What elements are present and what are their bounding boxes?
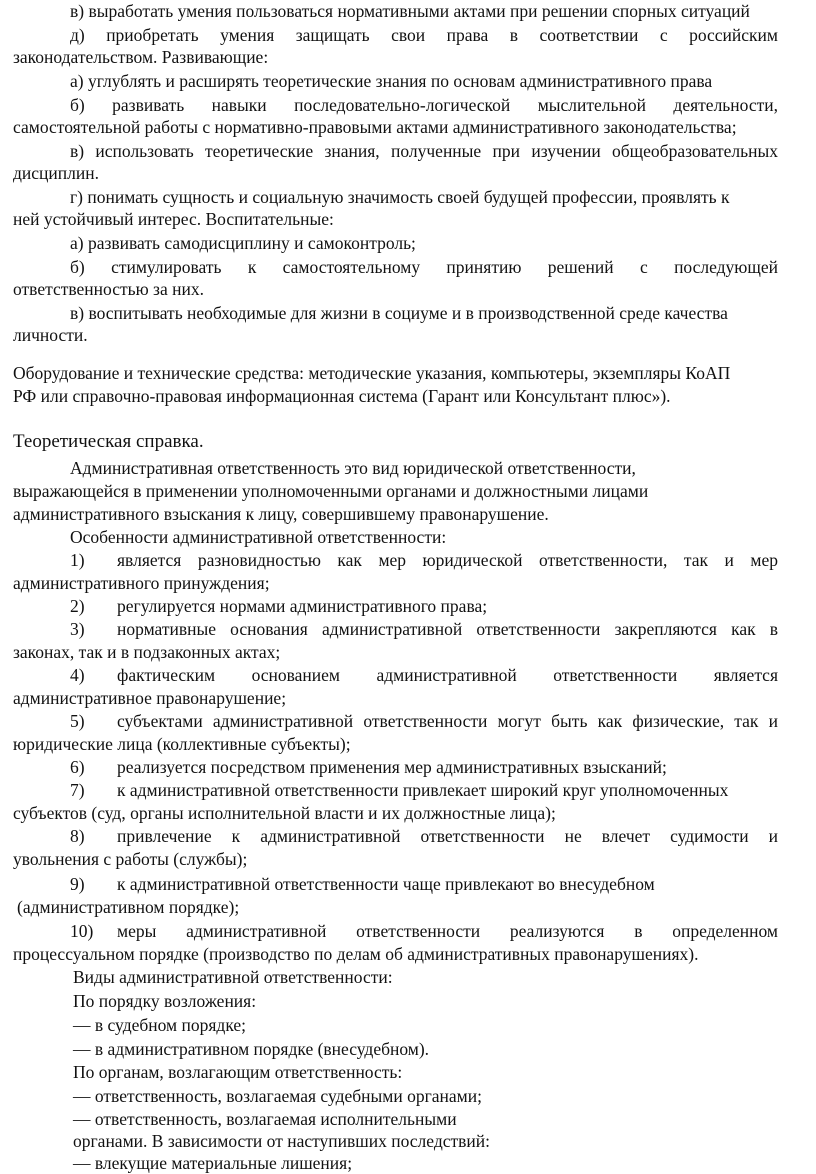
goal-line: г) понимать сущность и социальную значимость своей будущей профессии, проявлять к (70, 187, 730, 207)
goal-line: а) развивать самодисциплину и самоконтроль; (70, 233, 416, 253)
feature-number: 4) (70, 665, 85, 685)
goal-line: б) стимулировать к самостоятельному принятию решений с последующей (70, 257, 778, 277)
feature-number: 8) (70, 826, 85, 846)
goal-line: законодательством. Развивающие: (13, 47, 269, 67)
feature-number: 5) (70, 711, 85, 731)
theory-line: выражающейся в применении уполномоченными органами и должностными лицами (13, 481, 649, 501)
kinds-line: — влекущие материальные лишения; (73, 1153, 353, 1173)
feature-number: 2) (70, 596, 85, 616)
feature-text-cont: законах, так и в подзаконных актах; (13, 642, 281, 662)
feature-text: к административной ответственности привлекает широкий круг уполномоченных (117, 780, 729, 800)
theory-line: Административная ответственность это вид юридической ответственности, (70, 458, 636, 478)
goal-line: ней устойчивый интерес. Воспитательные: (13, 209, 334, 229)
feature-text: к административной ответственности чаще привлекают во внесудебном (117, 874, 655, 894)
kinds-line: органами. В зависимости от наступивших последствий: (73, 1131, 491, 1151)
kinds-line: — в административном порядке (внесудебном). (73, 1039, 430, 1059)
goal-line: б) развивать навыки последовательно-логической мыслительной деятельности, (70, 95, 778, 115)
section-heading: Теоретическая справка. (13, 431, 204, 452)
features-heading: Особенности административной ответственности: (70, 527, 447, 547)
feature-text: привлечение к административной ответственности не влечет судимости и (117, 826, 778, 846)
feature-text: субъектами административной ответственности могут быть как физические, так и (117, 711, 778, 731)
kinds-line: — ответственность, возлагаемая исполнительными (73, 1109, 457, 1129)
feature-number: 6) (70, 757, 85, 777)
goal-line: в) выработать умения пользоваться нормативными актами при решении спорных ситуаций (70, 1, 750, 21)
feature-number: 3) (70, 619, 85, 639)
feature-text-cont: административного принуждения; (13, 573, 270, 593)
goal-line: личности. (13, 325, 88, 345)
feature-number: 10) (70, 921, 94, 941)
feature-number: 1) (70, 550, 85, 570)
feature-text: фактическим основанием административной ответственности является (117, 665, 778, 685)
kinds-line: По органам, возлагающим ответственность: (73, 1062, 403, 1082)
theory-line: административного взыскания к лицу, совершившему правонарушение. (13, 504, 549, 524)
kinds-line: — в судебном порядке; (73, 1015, 247, 1035)
feature-text-cont: увольнения с работы (службы); (13, 849, 248, 869)
feature-text-cont: процессуальном порядке (производство по делам об административных правонарушениях). (13, 944, 699, 964)
goal-line: в) воспитывать необходимые для жизни в социуме и в производственной среде качества (70, 303, 728, 323)
feature-text: является разновидностью как мер юридической ответственности, так и мер (117, 550, 778, 570)
kinds-heading: Виды административной ответственности: (73, 967, 393, 987)
goal-line: в) использовать теоретические знания, полученные при изучении общеобразовательных (70, 141, 778, 161)
equipment-line: Оборудование и технические средства: методические указания, компьютеры, экземпляры КоАП (13, 363, 731, 383)
goal-line: д) приобретать умения защищать свои права в соответствии с российским (70, 25, 778, 45)
goal-line: самостоятельной работы с нормативно-правовыми актами административного законодательства; (13, 117, 737, 137)
feature-text: регулируется нормами административного права; (117, 596, 488, 616)
feature-number: 7) (70, 780, 85, 800)
equipment-line: РФ или справочно-правовая информационная система (Гарант или Консультант плюс»). (13, 386, 671, 406)
feature-number: 9) (70, 874, 85, 894)
feature-text: меры административной ответственности реализуются в определенном (117, 921, 778, 941)
feature-text-cont: (административном порядке); (17, 897, 240, 917)
kinds-line: — ответственность, возлагаемая судебными органами; (73, 1086, 482, 1106)
goal-line: дисциплин. (13, 163, 99, 183)
goal-line: а) углублять и расширять теоретические знания по основам административного права (70, 71, 713, 91)
feature-text-cont: административное правонарушение; (13, 688, 287, 708)
kinds-line: По порядку возложения: (73, 991, 257, 1011)
feature-text: нормативные основания административной ответственности закрепляются как в (117, 619, 778, 639)
feature-text-cont: субъектов (суд, органы исполнительной власти и их должностные лица); (13, 803, 556, 823)
goal-line: ответственностью за них. (13, 279, 204, 299)
feature-text: реализуется посредством применения мер административных взысканий; (117, 757, 667, 777)
feature-text-cont: юридические лица (коллективные субъекты); (13, 734, 351, 754)
